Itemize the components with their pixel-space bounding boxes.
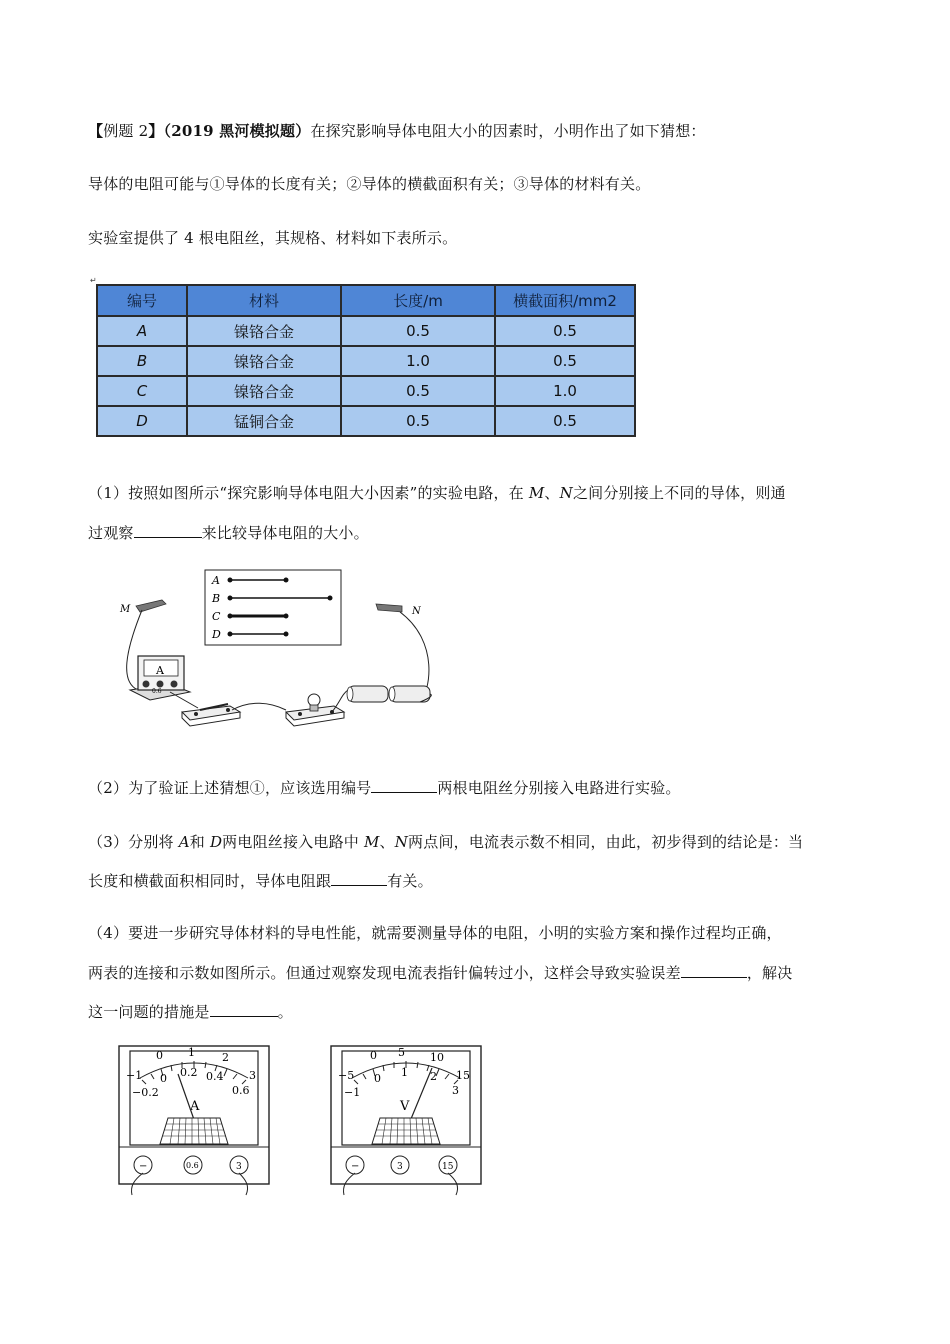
question-4-line-3 [88, 1001, 293, 1022]
table-header-row [97, 285, 635, 316]
cell-area: 0.5 [495, 316, 635, 346]
circuit-diagram [110, 562, 460, 747]
cell-length: 1.0 [341, 346, 495, 376]
bulb-icon [286, 694, 344, 726]
example-intro: 在探究影响导体电阻大小的因素时，小明作出了如下猜想： [310, 122, 706, 140]
header-area: 横截面积/mm2 [495, 285, 635, 316]
q3-text-a: （3）分别将 [88, 833, 179, 851]
voltmeter-terminal-15: 15 [442, 1162, 454, 1172]
q3-wire-d: D [209, 833, 223, 851]
cell-length: 0.5 [341, 316, 495, 346]
voltmeter-inner-neg: −1 [344, 1086, 361, 1099]
voltmeter-inner-1: 1 [401, 1066, 408, 1079]
question-2 [88, 777, 681, 798]
cell-code: B [97, 346, 187, 376]
q1-point-m: M [528, 484, 545, 502]
question-3-line-2 [88, 870, 433, 891]
question-4-line-2 [88, 962, 792, 983]
circuit-ammeter-symbol: A [156, 664, 164, 677]
q1-text-b: 之间分别接上不同的导体，则通 [572, 484, 786, 502]
q3-answer-blank[interactable] [331, 871, 387, 886]
wire-label-c: C [212, 610, 221, 623]
circuit-ammeter-scale: 0.6 [152, 688, 162, 695]
cell-area: 0.5 [495, 346, 635, 376]
example-bracket-close: 】 [148, 122, 164, 140]
voltmeter-diagram [328, 1044, 488, 1196]
header-material: 材料 [187, 285, 341, 316]
lab-note-text: 实验室提供了 4 根电阻丝，其规格、材料如下表所示。 [88, 229, 458, 247]
q1-sep: 、 [544, 484, 560, 502]
table-row [97, 346, 635, 376]
ammeter-terminal-3: 3 [236, 1162, 242, 1172]
header-length: 长度/m [341, 285, 495, 316]
ammeter-outer-3: 3 [249, 1069, 256, 1082]
wire-label-a: A [212, 574, 220, 587]
clip-n-icon [376, 604, 402, 612]
q4-text-b: ，解决 [746, 964, 793, 982]
cell-material: 镍铬合金 [187, 346, 341, 376]
ammeter-symbol: A [190, 1099, 200, 1114]
hypothesis-text: 导体的电阻可能与①导体的长度有关；②导体的横截面积有关；③导体的材料有关。 [88, 175, 651, 193]
voltmeter-outer-10: 10 [430, 1051, 444, 1064]
voltmeter-outer-5: 5 [398, 1046, 405, 1059]
q3-text-e: 有关。 [387, 872, 433, 890]
q1-text-c: 过观察 [88, 524, 134, 542]
header-code: 编号 [97, 285, 187, 316]
ammeter-outer-2: 2 [222, 1051, 229, 1064]
table-row [97, 406, 635, 436]
ammeter-inner-0: 0 [160, 1072, 167, 1085]
table-row [97, 316, 635, 346]
q1-text-a: （1）按照如图所示“探究影响导体电阻大小因素”的实验电路，在 [88, 484, 529, 502]
example-heading [88, 120, 706, 141]
table-row [97, 376, 635, 406]
cell-code: C [97, 376, 187, 406]
question-3-line-1 [88, 831, 803, 852]
resistance-wire-table [96, 284, 636, 437]
q4-error-blank[interactable] [681, 963, 747, 978]
voltmeter-inner-3: 3 [452, 1084, 459, 1097]
ammeter-terminal-neg: − [139, 1161, 148, 1172]
voltmeter-outer-neg: −5 [338, 1069, 355, 1082]
voltmeter-outer-15: 15 [456, 1069, 470, 1082]
voltmeter-outer-0: 0 [370, 1049, 377, 1062]
ammeter-outer-neg: −1 [126, 1069, 143, 1082]
clip-m-label: M [120, 604, 131, 615]
cell-length: 0.5 [341, 376, 495, 406]
question-1-line-2 [88, 522, 369, 543]
q3-wire-a: A [178, 833, 190, 851]
cell-material: 镍铬合金 [187, 376, 341, 406]
wire-label-d: D [212, 628, 221, 641]
q3-and: 和 [189, 833, 210, 851]
q3-text-d: 长度和横截面积相同时，导体电阻跟 [88, 872, 332, 890]
wire-label-b: B [212, 592, 221, 605]
cell-area: 0.5 [495, 406, 635, 436]
voltmeter-inner-2: 2 [430, 1070, 437, 1083]
cell-material: 锰铜合金 [187, 406, 341, 436]
q1-text-d: 来比较导体电阻的大小。 [201, 524, 369, 542]
example-bracket-open: 【 [88, 122, 104, 140]
q1-point-n: N [559, 484, 573, 502]
circuit-ammeter-icon [130, 656, 190, 700]
cell-material: 镍铬合金 [187, 316, 341, 346]
q3-text-c: 两点间，电流表示数不相同，由此，初步得到的结论是：当 [408, 833, 804, 851]
ammeter-inner-06: 0.6 [232, 1084, 250, 1097]
voltmeter-terminal-neg: − [351, 1161, 360, 1172]
ammeter-inner-neg: −0.2 [132, 1086, 159, 1099]
ammeter-outer-1: 1 [188, 1046, 195, 1059]
cell-area: 1.0 [495, 376, 635, 406]
clip-n-label: N [412, 606, 421, 617]
question-1-line-1 [88, 482, 786, 503]
q4-text-c: 这一问题的措施是 [88, 1003, 210, 1021]
ammeter-inner-04: 0.4 [206, 1070, 224, 1083]
ammeter-terminal-06: 0.6 [186, 1161, 199, 1170]
question-4-line-1: （4）要进一步研究导体材料的导电性能，就需要测量导体的电阻，小明的实验方案和操作过程均正确， [88, 924, 782, 942]
battery-icon [332, 686, 431, 712]
q2-text-a: （2）为了验证上述猜想①，应该选用编号 [88, 779, 372, 797]
example-tag: 例题 2 [103, 122, 149, 140]
q4-text-a: 两表的连接和示数如图所示。但通过观察发现电流表指针偏转过小，这样会导致实验误差 [88, 964, 681, 982]
switch-icon [182, 704, 240, 726]
q3-sep: 、 [379, 833, 395, 851]
ammeter-inner-02: 0.2 [180, 1066, 198, 1079]
q3-text-b: 两电阻丝接入电路中 [222, 833, 364, 851]
clip-m-icon [136, 600, 166, 612]
q1-answer-blank[interactable] [134, 523, 202, 538]
q3-point-m: M [363, 833, 380, 851]
q2-answer-blank[interactable] [371, 778, 437, 793]
q4-measure-blank[interactable] [210, 1002, 278, 1017]
voltmeter-terminal-3: 3 [397, 1162, 403, 1172]
cell-length: 0.5 [341, 406, 495, 436]
voltmeter-symbol: V [400, 1099, 410, 1114]
cell-code: D [97, 406, 187, 436]
voltmeter-inner-0: 0 [374, 1072, 381, 1085]
q3-point-n: N [394, 833, 409, 851]
q2-text-b: 两根电阻丝分别接入电路进行实验。 [437, 779, 681, 797]
q4-text-d: 。 [277, 1003, 293, 1021]
example-source: （2019 黑河模拟题） [163, 122, 311, 140]
table-anchor-mark-icon: ↵ [90, 276, 97, 285]
ammeter-outer-0: 0 [156, 1049, 163, 1062]
cell-code: A [97, 316, 187, 346]
ammeter-diagram [116, 1044, 276, 1196]
